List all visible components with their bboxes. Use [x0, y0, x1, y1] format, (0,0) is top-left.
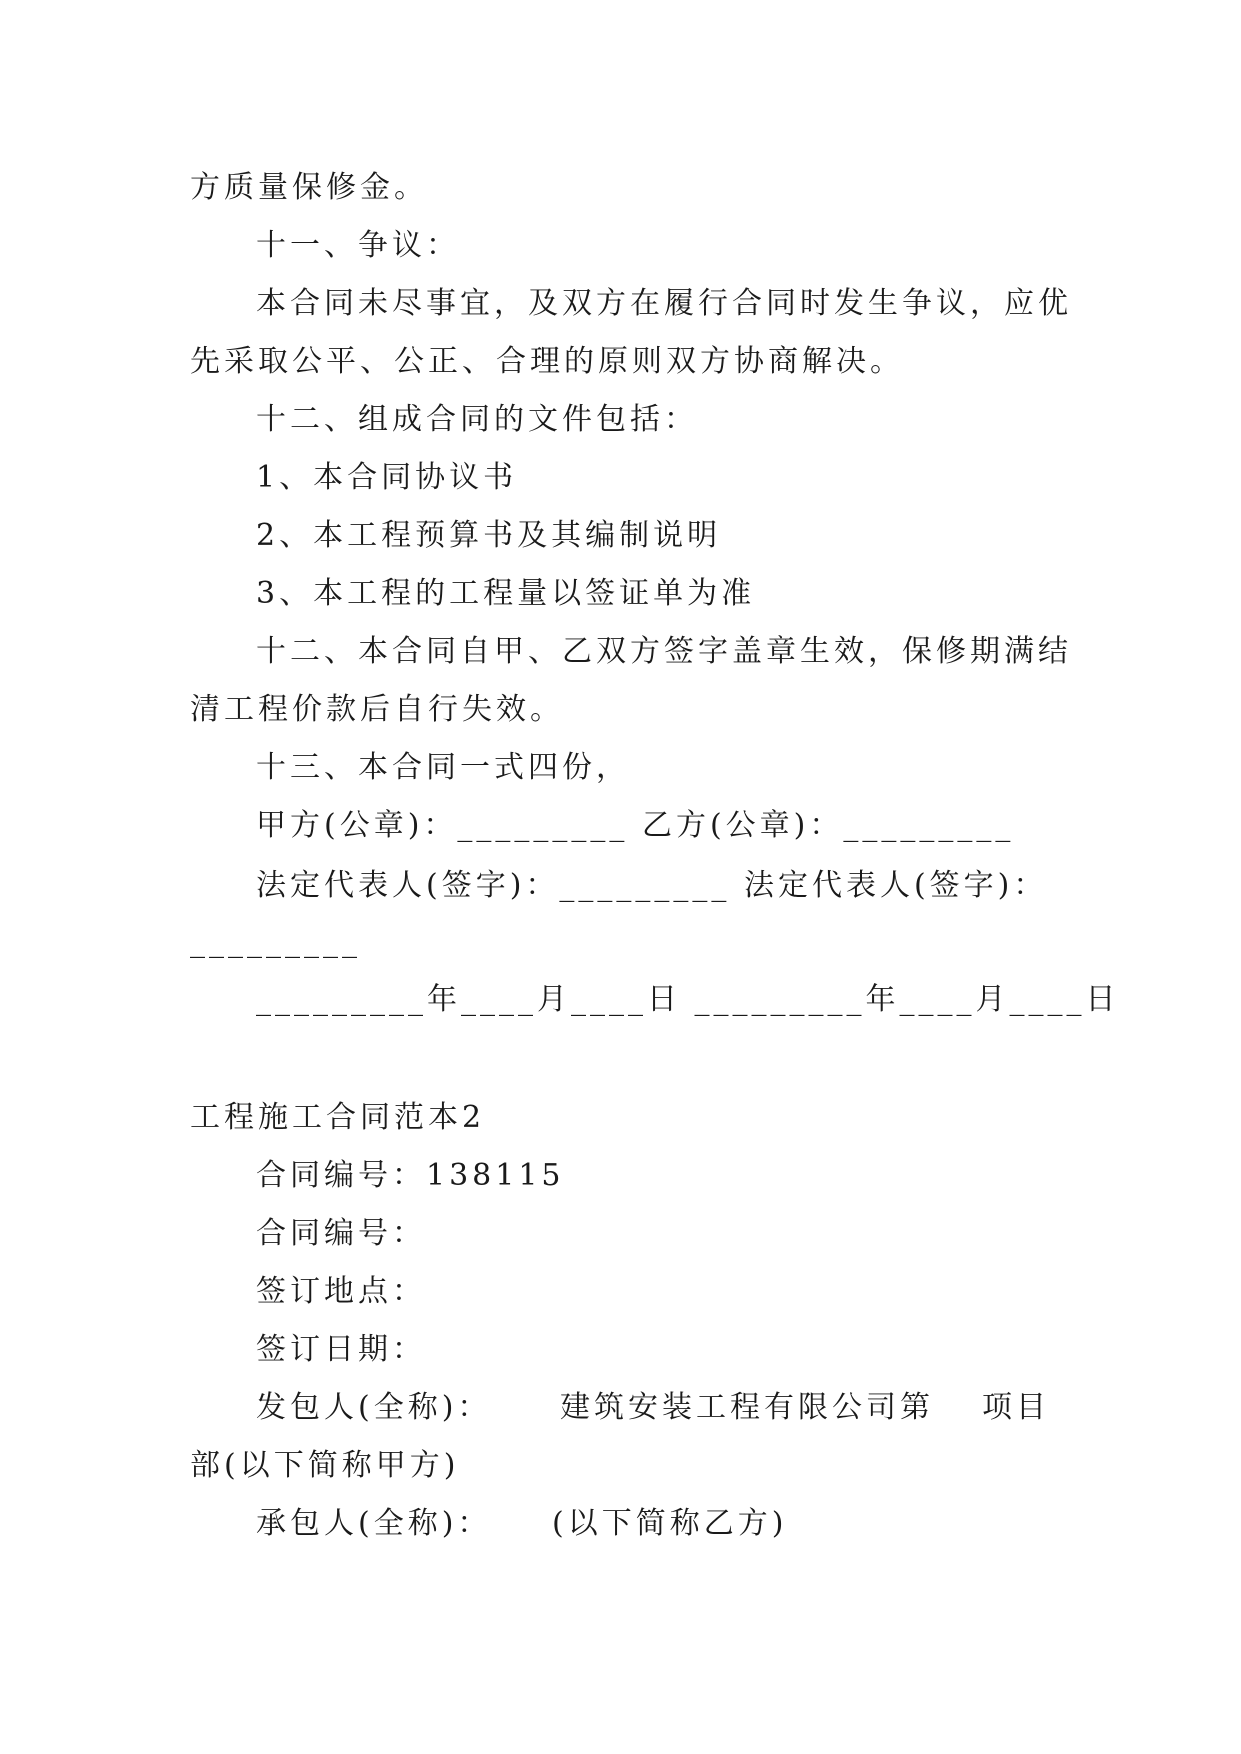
document-title: 工程施工合同范本2	[190, 1100, 486, 1135]
contract-number-field: 合同编号：	[256, 1216, 426, 1251]
text-line: 先采取公平、公正、合理的原则双方协商解决。	[190, 344, 904, 379]
text-line: 本合同未尽事宜，及双方在履行合同时发生争议，应优	[256, 286, 1072, 321]
contract-number: 合同编号：138115	[256, 1158, 565, 1193]
signing-date-field: 签订日期：	[256, 1332, 426, 1367]
employer-name-suffix: 项目	[982, 1390, 1050, 1425]
contractor-alias: (以下简称乙方)	[552, 1506, 788, 1541]
signature-line-representative: 法定代表人(签字)：_________ 法定代表人(签字)：	[256, 868, 1048, 903]
employer-alias: 部(以下简称甲方)	[190, 1448, 460, 1483]
signature-line-seal: 甲方(公章)：_________ 乙方(公章)：_________	[256, 808, 1015, 843]
section-heading: 十二、组成合同的文件包括：	[256, 402, 698, 437]
list-item: 2、本工程预算书及其编制说明	[256, 518, 722, 553]
list-item: 1、本合同协议书	[256, 460, 518, 495]
employer-name: 建筑安装工程有限公司第	[560, 1390, 934, 1425]
employer-label: 发包人(全称)：	[256, 1390, 492, 1425]
text-line: 十三、本合同一式四份，	[256, 750, 630, 785]
section-heading: 十一、争议：	[256, 228, 460, 263]
signature-blank: _________	[190, 924, 361, 959]
list-item: 3、本工程的工程量以签证单为准	[256, 576, 756, 611]
signing-place-field: 签订地点：	[256, 1274, 426, 1309]
text-line: 方质量保修金。	[190, 170, 428, 205]
text-line: 清工程价款后自行失效。	[190, 692, 564, 727]
contractor-label: 承包人(全称)：	[256, 1506, 492, 1541]
text-line: 十二、本合同自甲、乙双方签字盖章生效，保修期满结	[256, 634, 1072, 669]
date-line: _________年____月____日 _________年____月____日	[256, 982, 1120, 1017]
